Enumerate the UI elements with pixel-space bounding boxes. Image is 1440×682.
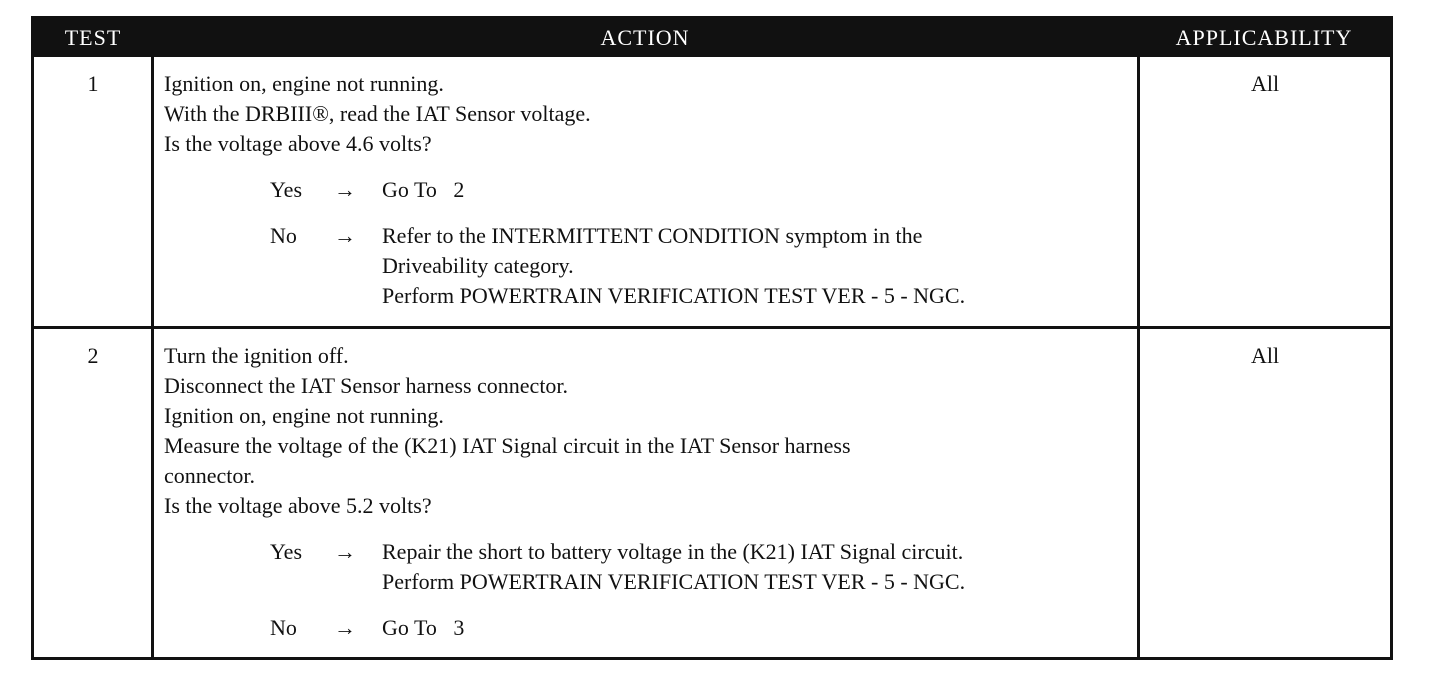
outcome-yes bbox=[270, 175, 1132, 205]
applicability-cell: All bbox=[1250, 343, 1280, 368]
action-step: Ignition on, engine not running. bbox=[164, 71, 444, 96]
outcome-line: Go To 3 bbox=[382, 615, 465, 640]
right-arrow-icon: → bbox=[334, 177, 356, 202]
action-step: With the DRBIII®, read the IAT Sensor voltage. bbox=[164, 101, 591, 126]
outcome-line: Refer to the INTERMITTENT CONDITION symptom in the bbox=[382, 223, 923, 248]
action-cell bbox=[164, 69, 1132, 311]
outcome-no-label: No bbox=[270, 615, 297, 640]
test-number: 2 bbox=[87, 343, 99, 368]
action-step: Disconnect the IAT Sensor harness connector. bbox=[164, 373, 569, 398]
outcome-no bbox=[270, 613, 1132, 643]
outcome-no-text bbox=[382, 221, 1132, 311]
table-header bbox=[34, 19, 1390, 57]
diagnostic-test-table bbox=[31, 16, 1393, 660]
action-cell bbox=[164, 341, 1132, 643]
right-arrow-icon: → bbox=[334, 615, 356, 640]
outcome-yes bbox=[270, 537, 1132, 597]
table-row-test-1 bbox=[34, 57, 1390, 326]
outcome-yes-text bbox=[382, 537, 1132, 597]
action-step: Is the voltage above 4.6 volts? bbox=[164, 131, 432, 156]
action-step: Turn the ignition off. bbox=[164, 343, 349, 368]
table-row-test-2 bbox=[34, 329, 1390, 660]
outcome-line: Go To 2 bbox=[382, 177, 465, 202]
outcome-yes-text bbox=[382, 175, 1132, 205]
outcome-line: Perform POWERTRAIN VERIFICATION TEST VER - 5 - NGC. bbox=[382, 569, 966, 594]
outcome-no bbox=[270, 221, 1132, 311]
outcome-no-text bbox=[382, 613, 1132, 643]
applicability-cell: All bbox=[1250, 71, 1280, 96]
test-number: 1 bbox=[87, 71, 99, 96]
action-step: Ignition on, engine not running. bbox=[164, 403, 444, 428]
outcome-line: Driveability category. bbox=[382, 253, 574, 278]
right-arrow-icon: → bbox=[334, 223, 356, 248]
action-step: Measure the voltage of the (K21) IAT Signal circuit in the IAT Sensor harness bbox=[164, 433, 851, 458]
outcome-line: Repair the short to battery voltage in the (K21) IAT Signal circuit. bbox=[382, 539, 964, 564]
action-step: connector. bbox=[164, 463, 256, 488]
outcome-yes-label: Yes bbox=[270, 539, 303, 564]
header-applicability: APPLICABILITY bbox=[1175, 25, 1353, 50]
header-test: TEST bbox=[64, 25, 122, 50]
outcome-line: Perform POWERTRAIN VERIFICATION TEST VER - 5 - NGC. bbox=[382, 283, 966, 308]
header-action: ACTION bbox=[600, 25, 690, 50]
right-arrow-icon: → bbox=[334, 539, 356, 564]
action-step: Is the voltage above 5.2 volts? bbox=[164, 493, 432, 518]
outcome-yes-label: Yes bbox=[270, 177, 303, 202]
outcome-no-label: No bbox=[270, 223, 297, 248]
